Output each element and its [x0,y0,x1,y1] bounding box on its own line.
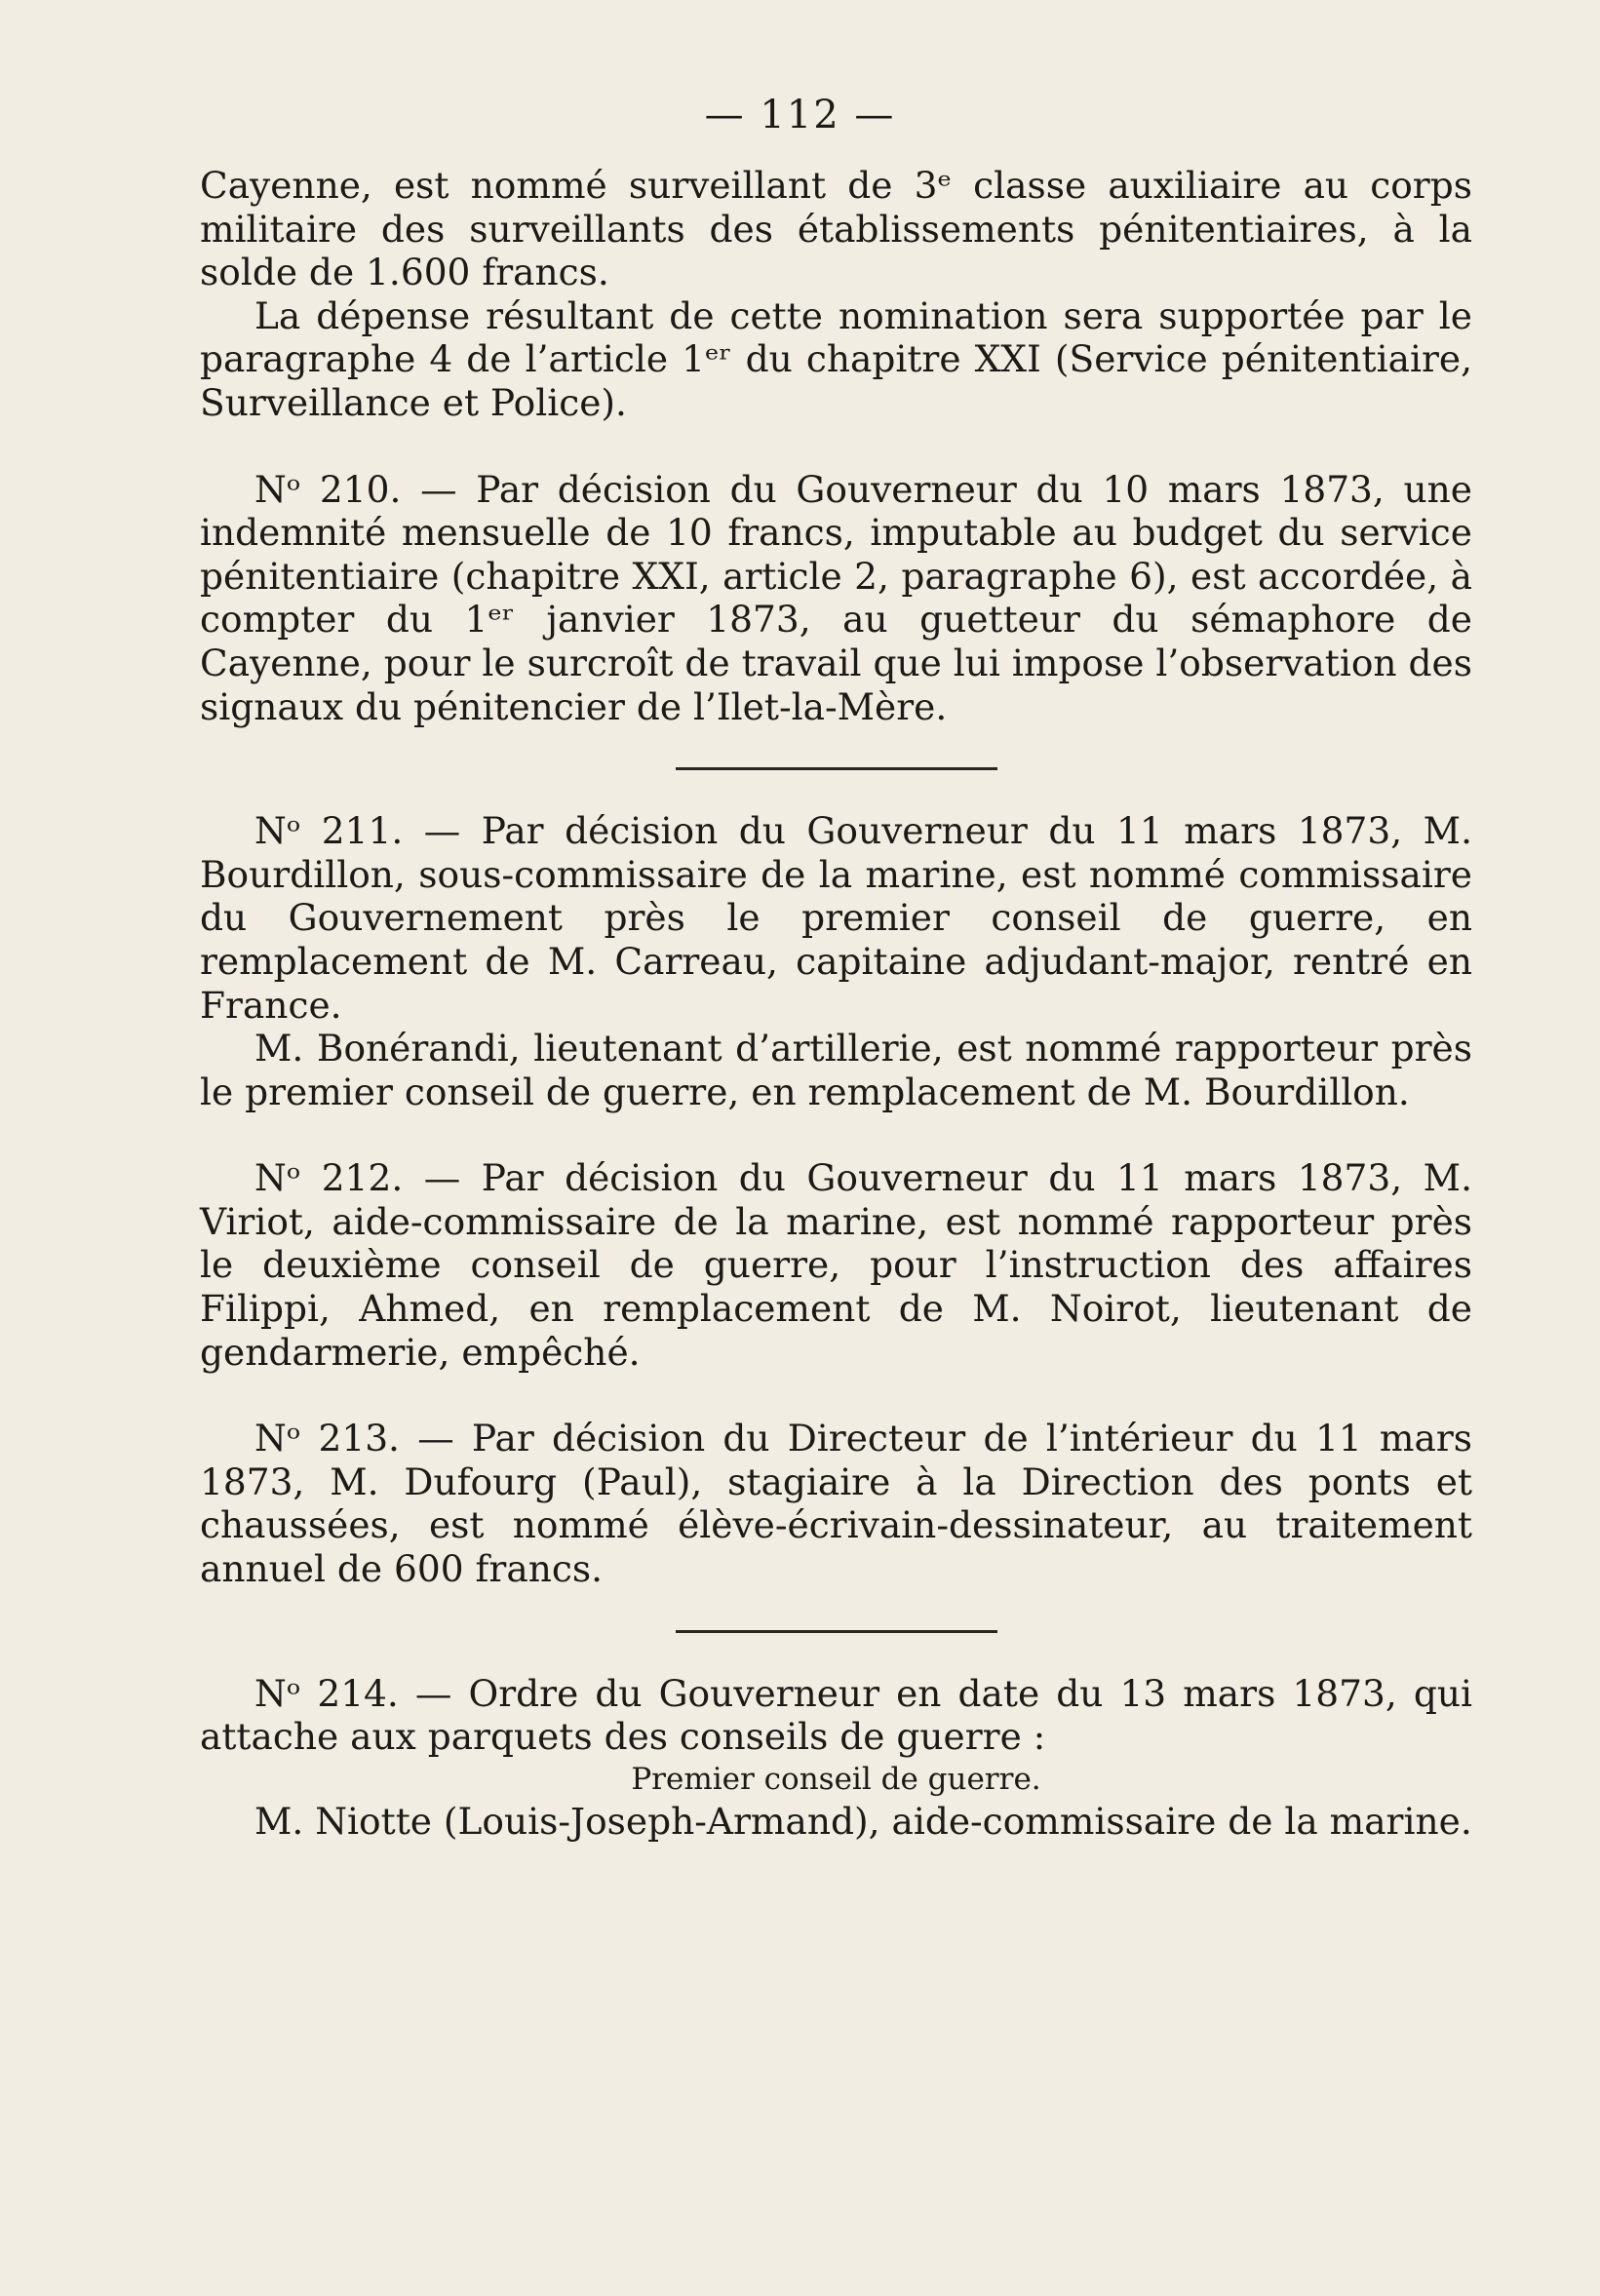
paragraph-decision-210: Nᵒ 210. — Par décision du Gouverneur du 10 mars 1873, une indemnité mensuelle de 10 francs, imputable au budget du service pénitentiaire (chapitre XXI, article 2, paragraphe 6), est accordée, à compter du 1ᵉʳ janvier 1873, au guetteur du sémaphore de Cayenne, pour le surcroît de travail que lui impose l’observation des signaux du pénitencier de l’Ilet-la-Mère. [200,467,1472,728]
section-divider [676,1630,997,1633]
paragraph-decision-212: Nᵒ 212. — Par décision du Gouverneur du 11 mars 1873, M. Viriot, aide-commissaire de la marine, est nommé rapporteur près le deuxième conseil de guerre, pour l’instruction des affaires Filippi, Ahmed, en remplacement de M. Noirot, lieutenant de gendarmerie, empêché. [200,1156,1472,1374]
paragraph-expense-note: La dépense résultant de cette nomination sera supportée par le paragraphe 4 de l’article 1ᵉʳ du chapitre XXI (Service pénitentiaire, Surveillance et Police). [200,293,1472,424]
page-number: — 112 — [704,93,896,137]
paragraph-decision-211-rapporteur: M. Bonérandi, lieutenant d’artillerie, est nommé rapporteur près le premier conseil de guerre, en remplacement de M. Bourdillon. [200,1027,1472,1113]
paragraph-continuation: Cayenne, est nommé surveillant de 3ᵉ classe auxiliaire au corps militaire des surveillants des établissements pénitentiaires, à la solde de 1.600 francs. [200,164,1472,294]
paragraph-order-214: Nᵒ 214. — Ordre du Gouverneur en date du 13 mars 1873, qui attache aux parquets des conseils de guerre : [200,1671,1472,1759]
page-body [200,164,1472,1843]
paragraph-decision-213: Nᵒ 213. — Par décision du Directeur de l’intérieur du 11 mars 1873, M. Dufourg (Paul), stagiaire à la Direction des ponts et chaussées, est nommé élève-écrivain-dessinateur, au traitement annuel de 600 francs. [200,1417,1472,1591]
subheading-first-council: Premier conseil de guerre. [631,1761,1041,1797]
paragraph-appointment-niotte: M. Niotte (Louis-Joseph-Armand), aide-commissaire de la marine. [254,1799,1472,1843]
paragraph-decision-211: Nᵒ 211. — Par décision du Gouverneur du 11 mars 1873, M. Bourdillon, sous-commissaire de la marine, est nommé commissaire du Gouvernement près le premier conseil de guerre, en remplacement de M. Carreau, capitaine adjudant-major, rentré en France. [200,809,1472,1027]
section-divider [676,767,997,770]
